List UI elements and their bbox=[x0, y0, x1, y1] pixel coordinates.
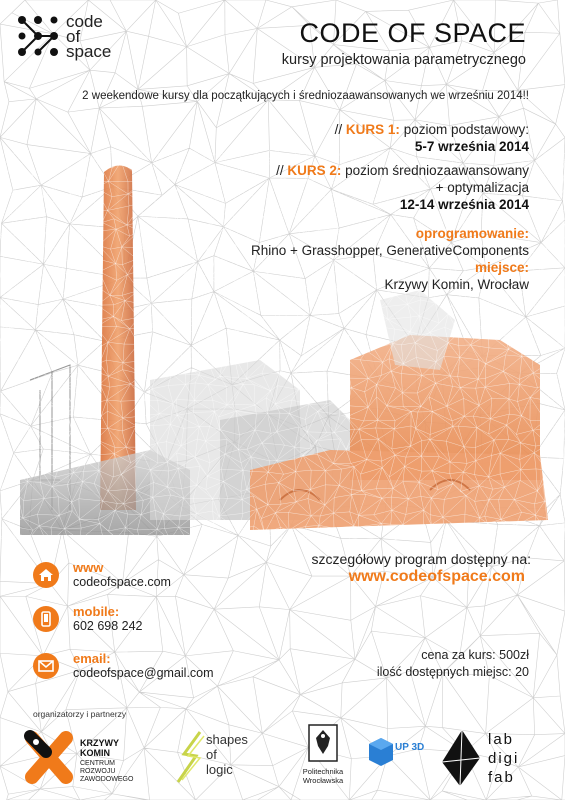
logo-line-2: of bbox=[66, 27, 81, 46]
course-2-prefix: // bbox=[276, 163, 288, 178]
course-2-dates: 12-14 września 2014 bbox=[399, 197, 529, 212]
course-2 bbox=[276, 162, 529, 213]
shapes-line-2: of bbox=[206, 747, 217, 762]
lab-line-1: lab bbox=[488, 731, 515, 748]
software-label: oprogramowanie: bbox=[415, 226, 529, 241]
software-value: Rhino + Grasshopper, GenerativeComponents bbox=[250, 243, 529, 258]
logo-dots-icon bbox=[16, 14, 60, 58]
politechnika-eagle-icon bbox=[308, 724, 338, 762]
mobile-value[interactable]: 602 698 242 bbox=[73, 619, 143, 633]
krzywy-komin-line-2: KOMIN bbox=[80, 748, 110, 758]
course-2-level: poziom średniozaawansowany bbox=[341, 163, 529, 178]
email-label: email: bbox=[73, 651, 111, 666]
phone-icon bbox=[33, 606, 59, 632]
lab-digi-fab-logo bbox=[440, 726, 550, 792]
partners-heading: organizatorzy i partnerzy bbox=[33, 709, 127, 719]
logo-text bbox=[66, 14, 111, 59]
krzywy-komin-line-5: ZAWODOWEGO bbox=[80, 776, 134, 783]
logo-line-1: code bbox=[66, 12, 103, 31]
course-2-level-2: + optymalizacja bbox=[435, 180, 529, 195]
intro-text: 2 weekendowe kursy dla początkujących i średniozaawansowanych we wrześniu 2014!! bbox=[82, 90, 529, 102]
page-title: CODE OF SPACE bbox=[299, 18, 526, 48]
email-value[interactable]: codeofspace@gmail.com bbox=[73, 666, 214, 680]
politechnika-line-1: Politechnika bbox=[302, 767, 344, 776]
krzywy-komin-line-1: KRZYWY bbox=[80, 738, 119, 748]
lab-digi-fab-icon bbox=[440, 728, 482, 788]
place-label: miejsce: bbox=[474, 260, 529, 275]
politechnika-logo bbox=[288, 724, 358, 794]
lab-line-3: fab bbox=[488, 769, 515, 786]
code-of-space-logo bbox=[16, 14, 111, 59]
course-2-label: KURS 2: bbox=[287, 163, 342, 178]
course-1-dates: 5-7 września 2014 bbox=[414, 139, 529, 154]
shapes-of-logic-logo bbox=[170, 726, 280, 788]
krzywy-komin-logo bbox=[24, 730, 154, 790]
politechnika-line-2: Wrocławska bbox=[302, 776, 344, 785]
mobile-label: mobile: bbox=[73, 604, 120, 619]
krzywy-komin-x-icon bbox=[24, 730, 74, 785]
course-1 bbox=[335, 121, 529, 155]
price-text: cena za kurs: 500zł bbox=[421, 648, 529, 662]
course-1-level: poziom podstawowy: bbox=[399, 122, 529, 137]
up3d-text: UP 3D bbox=[395, 742, 425, 753]
program-label: szczegółowy program dostępny na: bbox=[311, 551, 531, 567]
krzywy-komin-line-3: CENTRUM bbox=[80, 760, 115, 767]
course-1-label: KURS 1: bbox=[345, 122, 400, 137]
logo-line-3: space bbox=[66, 42, 112, 61]
up3d-logo bbox=[365, 730, 425, 770]
shapes-line-1: shapes bbox=[206, 732, 248, 747]
www-value[interactable]: codeofspace.com bbox=[73, 575, 171, 589]
place-value: Krzywy Komin, Wrocław bbox=[384, 277, 529, 292]
krzywy-komin-line-4: ROZWOJU bbox=[80, 768, 116, 775]
home-icon bbox=[33, 562, 59, 588]
seats-text: ilość dostępnych miejsc: 20 bbox=[376, 665, 529, 679]
www-label: www bbox=[73, 560, 104, 575]
page-subtitle: kursy projektowania parametrycznego bbox=[281, 52, 526, 68]
envelope-icon bbox=[33, 653, 59, 679]
software-block bbox=[251, 225, 529, 293]
pricing-block bbox=[377, 647, 529, 681]
program-url[interactable]: www.codeofspace.com bbox=[348, 568, 525, 585]
lab-line-2: digi bbox=[488, 750, 520, 767]
shapes-line-3: logic bbox=[206, 762, 233, 777]
course-1-prefix: // bbox=[334, 122, 346, 137]
